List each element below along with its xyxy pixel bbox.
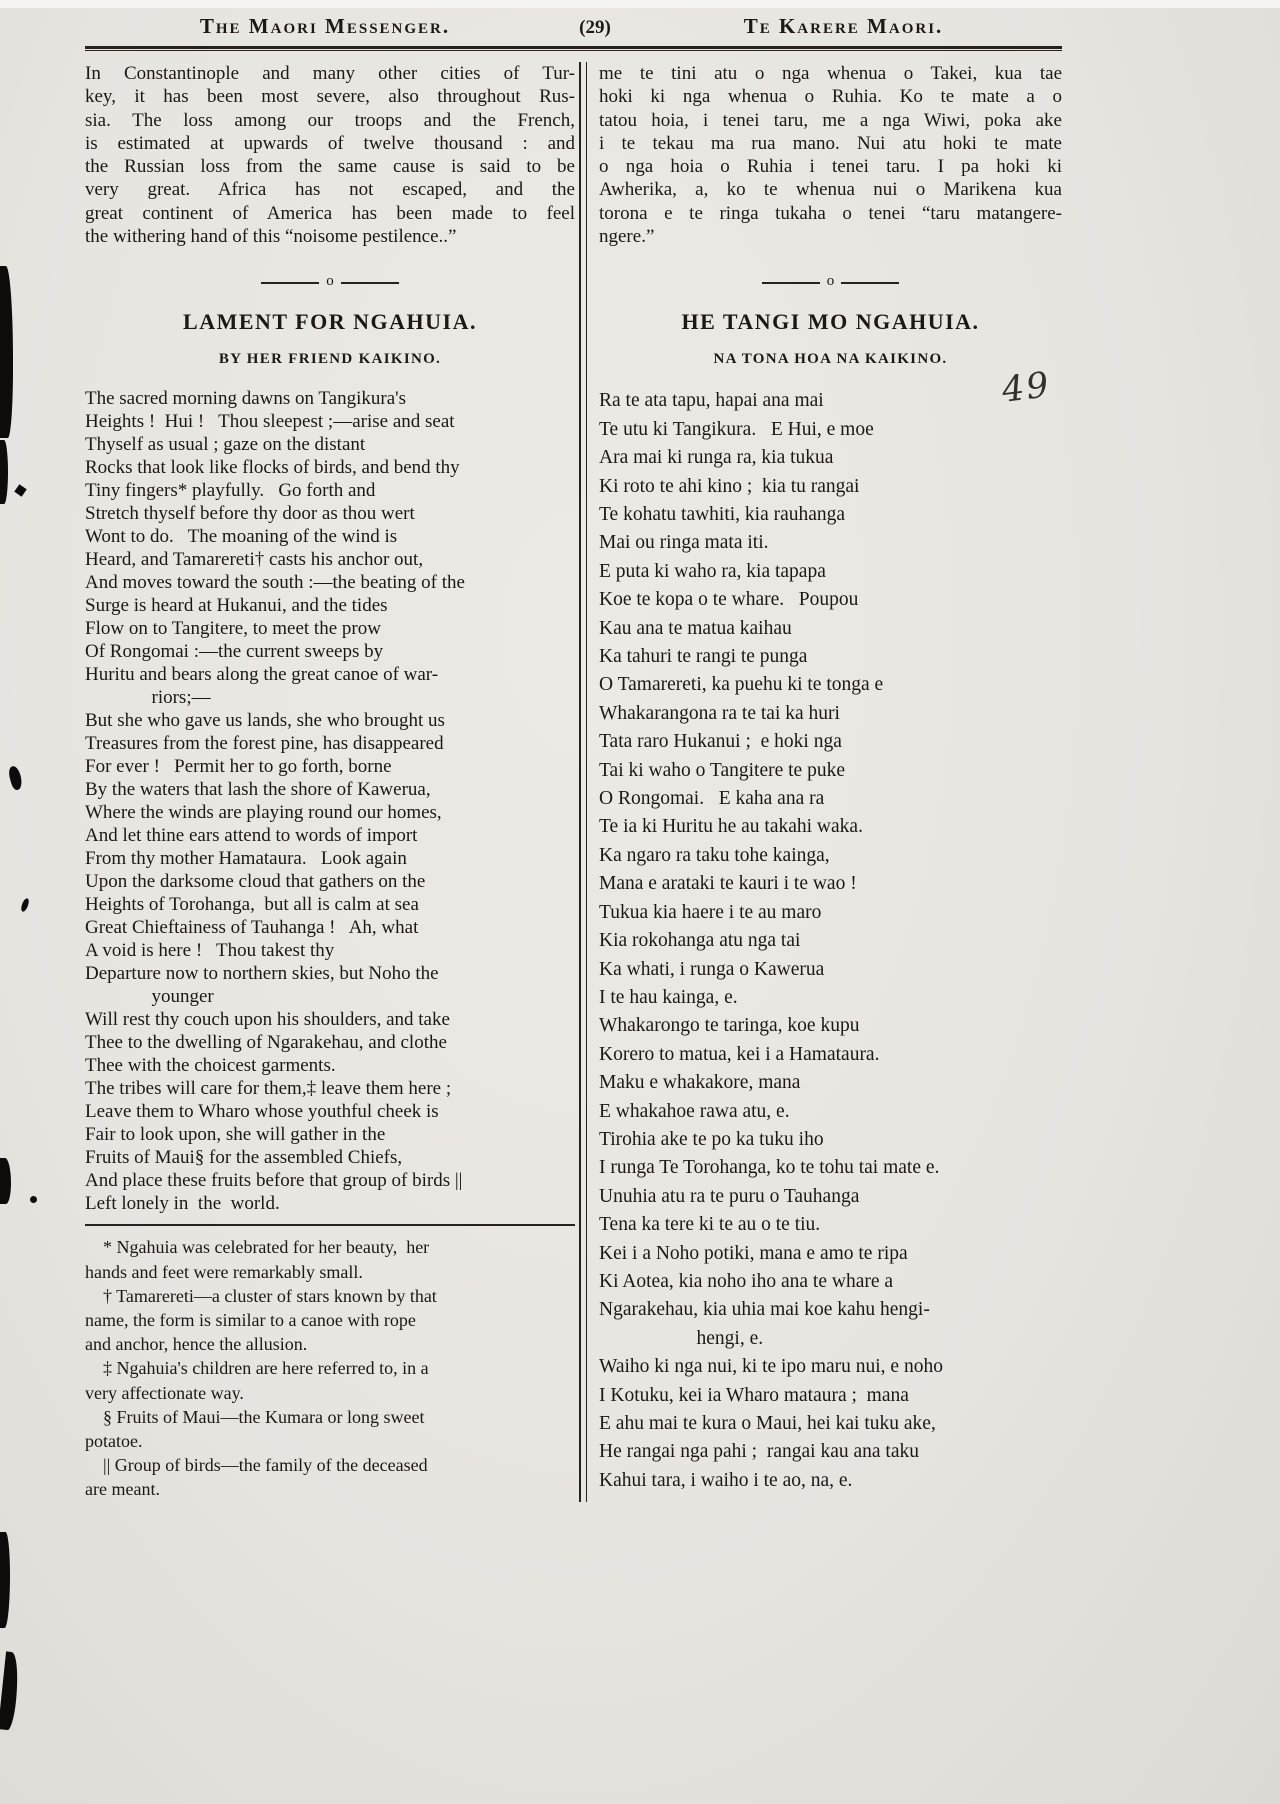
poem-line: Koe te kopa o te whare. Poupou	[599, 589, 859, 611]
poem-line: Heights of Torohanga, but all is calm at sea	[85, 894, 419, 916]
divider-dash	[261, 282, 319, 284]
english-intro-paragraph	[85, 62, 575, 248]
poem-line: Unuhia atu ra te puru o Tauhanga	[599, 1185, 860, 1207]
poem-line: The tribes will care for them,‡ leave them here ;	[85, 1078, 452, 1100]
poem-line: Korero to matua, kei i a Hamataura.	[599, 1043, 880, 1065]
poem-line: Te kohatu tawhiti, kia rauhanga	[599, 504, 846, 525]
poem-line: Kia rokohanga atu nga tai	[599, 930, 801, 952]
column-divider-rule	[579, 62, 587, 1502]
scan-artifact	[0, 266, 13, 438]
poem-line: From thy mother Hamataura. Look again	[85, 848, 407, 870]
poem-line: Kau ana te matua kaihau	[599, 617, 792, 639]
poem-line: I te hau kainga, e.	[599, 986, 738, 1008]
poem-line: Waiho ki nga nui, ki te ipo maru nui, e noho	[599, 1356, 943, 1378]
poem-line: Surge is heard at Hukanui, and the tides	[85, 595, 388, 617]
poem-line: O Rongomai. E kaha ana ra	[599, 788, 825, 810]
poem-line: For ever ! Permit her to go forth, borne	[85, 756, 392, 778]
poem-line: Where the winds are playing round our homes,	[85, 802, 442, 824]
poem-line: E ahu mai te kura o Maui, hei kai tuku ake,	[599, 1413, 936, 1434]
footnote-line: very affectionate way.	[85, 1382, 244, 1403]
two-column-layout	[85, 62, 1062, 1502]
intro-line: o nga hoia o Ruhia i tenei taru. I pa hoki ki	[599, 156, 1062, 178]
poem-line: Huritu and bears along the great canoe of war-	[85, 664, 439, 686]
poem-line: Te ia ki Huritu he au takahi waka.	[599, 816, 863, 838]
poem-line: Kahui tara, i waiho i te ao, na, e.	[599, 1469, 853, 1491]
intro-line: i te tekau ma rua mano. Nui atu hoki te mate	[599, 132, 1062, 154]
poem-line: Fair to look upon, she will gather in the	[85, 1124, 386, 1146]
footnote-line: ‡ Ngahuia's children are here referred to, in a	[85, 1358, 429, 1379]
poem-line: Thyself as usual ; gaze on the distant	[85, 434, 366, 456]
poem-line: Ka ngaro ra taku tohe kainga,	[599, 844, 830, 866]
poem-line: Left lonely in the world.	[85, 1193, 280, 1215]
poem-line: Leave them to Wharo whose youthful cheek is	[85, 1101, 439, 1123]
handwritten-page-number: 49	[999, 365, 1053, 411]
poem-line: Fruits of Maui§ for the assembled Chiefs,	[85, 1147, 403, 1169]
intro-line: ngere.”	[599, 226, 655, 248]
poem-line: Great Chieftainess of Tauhanga ! Ah, what	[85, 917, 419, 939]
footnote-line: name, the form is similar to a canoe with rope	[85, 1309, 416, 1330]
section-divider-ornament	[599, 275, 1062, 290]
poem-line: Mana e arataki te kauri i te wao !	[599, 873, 857, 895]
poem-line: E whakahoe rawa atu, e.	[599, 1100, 790, 1122]
poem-line: By the waters that lash the shore of Kawerua,	[85, 779, 431, 801]
poem-line: He rangai nga pahi ; rangai kau ana taku	[599, 1441, 919, 1463]
poem-line: And let thine ears attend to words of import	[85, 825, 418, 847]
poem-line: Ara mai ki runga ra, kia tukua	[599, 447, 834, 469]
poem-line: Tai ki waho o Tangitere te puke	[599, 759, 845, 781]
poem-line: Maku e whakakore, mana	[599, 1072, 801, 1094]
poem-line: Stretch thyself before thy door as thou wert	[85, 503, 415, 525]
poem-line: Ra te ata tapu, hapai ana mai	[599, 390, 824, 412]
poem-line: Ki Aotea, kia noho iho ana te whare a	[599, 1270, 894, 1292]
poem-line: Tata raro Hukanui ; e hoki nga	[599, 731, 842, 753]
poem-line: riors;—	[85, 687, 211, 709]
poem-line: Departure now to northern skies, but Noho the	[85, 963, 439, 985]
poem-line: Of Rongomai :—the current sweeps by	[85, 641, 384, 663]
poem-line: I runga Te Torohanga, ko te tohu tai mate e.	[599, 1157, 940, 1179]
scan-artifact	[0, 1532, 10, 1628]
poem-line: Te utu ki Tangikura. E Hui, e moe	[599, 418, 874, 440]
english-article-subheading: BY HER FRIEND KAIKINO.	[218, 351, 442, 368]
footnote-line: * Ngahuia was celebrated for her beauty, her	[85, 1237, 430, 1258]
poem-line: younger	[85, 986, 214, 1008]
intro-line: tatou hoia, i tenei taru, me a nga Wiwi, poka ake	[599, 109, 1062, 131]
intro-line: hoki ki nga whenua o Ruhia. Ko te mate a o	[599, 86, 1062, 108]
poem-line: Rocks that look like flocks of birds, and bend thy	[85, 457, 460, 479]
scan-artifact	[0, 440, 8, 504]
intro-line: sia. The loss among our troops and the French,	[85, 109, 575, 131]
maori-poem	[599, 387, 1062, 1495]
intro-line: torona e te ringa tukaha o tenei “taru matangere-	[599, 202, 1062, 224]
divider-dash	[762, 282, 820, 284]
poem-line: O Tamarereti, ka puehu ki te tonga e	[599, 674, 884, 696]
footnote-separator-rule	[85, 1224, 575, 1226]
divider-o-glyph: o	[826, 273, 835, 290]
intro-line: is estimated at upwards of twelve thousand : and	[85, 132, 575, 154]
english-poem	[85, 387, 575, 1215]
intro-line: great continent of America has been made to feel	[85, 202, 575, 224]
scan-artifact	[0, 1651, 21, 1730]
intro-line: key, it has been most severe, also throughout Rus-	[85, 86, 575, 108]
scan-artifact	[0, 1158, 11, 1204]
page-content	[85, 12, 1062, 1502]
masthead	[85, 12, 1062, 46]
poem-line: Whakarangona ra te tai ka huri	[599, 702, 840, 724]
poem-line: Wont to do. The moaning of the wind is	[85, 526, 398, 548]
poem-line: Treasures from the forest pine, has disappeared	[85, 733, 444, 755]
poem-line: Kei i a Noho potiki, mana e amo te ripa	[599, 1242, 908, 1264]
divider-dash	[841, 282, 899, 284]
intro-line: very great. Africa has not escaped, and the	[85, 179, 575, 201]
divider-o-glyph: o	[326, 273, 334, 290]
poem-line: I Kotuku, kei ia Wharo mataura ; mana	[599, 1384, 909, 1406]
intro-line: In Constantinople and many other cities of Tur-	[85, 63, 575, 84]
poem-line: But she who gave us lands, she who brought us	[85, 710, 445, 732]
maori-intro-paragraph	[599, 62, 1062, 248]
poem-line: Heard, and Tamarereti† casts his anchor out,	[85, 549, 424, 571]
maori-article-subheading: NA TONA HOA NA KAIKINO.	[713, 351, 948, 368]
poem-line: The sacred morning dawns on Tangikura's	[85, 388, 406, 410]
poem-line: Heights ! Hui ! Thou sleepest ;—arise and seat	[85, 411, 455, 433]
poem-line: Ka tahuri te rangi te punga	[599, 646, 808, 668]
scan-artifact	[30, 1196, 37, 1203]
footnote-line: || Group of birds—the family of the deceased	[85, 1455, 428, 1476]
scan-edge	[0, 0, 1280, 8]
poem-line: Upon the darksome cloud that gathers on the	[85, 871, 426, 893]
poem-line: Tena ka tere ki te au o te tiu.	[599, 1214, 821, 1236]
section-divider-ornament	[85, 275, 575, 290]
english-article-heading: LAMENT FOR NGAHUIA.	[183, 309, 477, 335]
poem-line: Ka whati, i runga o Kawerua	[599, 958, 825, 980]
poem-line: Tiny fingers* playfully. Go forth and	[85, 480, 376, 502]
intro-line: the withering hand of this “noisome pestilence..”	[85, 226, 457, 248]
intro-line: Awherika, a, ko te whenua nui o Marikena kua	[599, 179, 1062, 201]
newspaper-title-english: The Maori Messenger.	[199, 14, 451, 38]
newspaper-title-maori: Te Karere Maori.	[743, 14, 944, 38]
english-column	[85, 62, 575, 1502]
footnote-line: are meant.	[85, 1479, 160, 1500]
footnote-line: potatoe.	[85, 1431, 143, 1451]
poem-line: A void is here ! Thou takest thy	[85, 940, 335, 962]
poem-line: And place these fruits before that group of birds ||	[85, 1170, 463, 1192]
maori-article-heading: HE TANGI MO NGAHUIA.	[681, 309, 980, 335]
intro-line: me te tini atu o nga whenua o Takei, kua tae	[599, 63, 1062, 84]
maori-column	[591, 62, 1062, 1502]
page-number: (29)	[579, 17, 611, 38]
footnote-line: † Tamarereti—a cluster of stars known by that	[85, 1285, 437, 1306]
footnote-line: and anchor, hence the allusion.	[85, 1334, 308, 1355]
scan-artifact	[20, 897, 30, 912]
divider-dash	[341, 282, 399, 284]
footnote-line: hands and feet were remarkably small.	[85, 1261, 363, 1282]
poem-line: Ngarakehau, kia uhia mai koe kahu hengi-	[599, 1299, 930, 1321]
poem-line: Tukua kia haere i te au maro	[599, 901, 822, 923]
footnote-line: § Fruits of Maui—the Kumara or long sweet	[85, 1406, 425, 1427]
scan-artifact	[7, 765, 24, 791]
poem-line: Thee with the choicest garments.	[85, 1055, 336, 1077]
footnotes-block	[85, 1235, 575, 1501]
poem-line: And moves toward the south :—the beating of the	[85, 572, 465, 594]
intro-line: the Russian loss from the same cause is said to be	[85, 156, 575, 178]
poem-line: Tirohia ake te po ka tuku iho	[599, 1128, 824, 1150]
masthead-rule	[85, 46, 1062, 51]
poem-line: Flow on to Tangitere, to meet the prow	[85, 618, 381, 640]
poem-line: Will rest thy couch upon his shoulders, and take	[85, 1009, 450, 1031]
poem-line: Ki roto te ahi kino ; kia tu rangai	[599, 475, 860, 497]
poem-line: hengi, e.	[599, 1327, 764, 1349]
scan-artifact	[14, 484, 27, 497]
poem-line: Whakarongo te taringa, koe kupu	[599, 1015, 860, 1037]
poem-line: Mai ou ringa mata iti.	[599, 532, 769, 554]
poem-line: E puta ki waho ra, kia tapapa	[599, 560, 826, 582]
poem-line: Thee to the dwelling of Ngarakehau, and clothe	[85, 1032, 447, 1054]
